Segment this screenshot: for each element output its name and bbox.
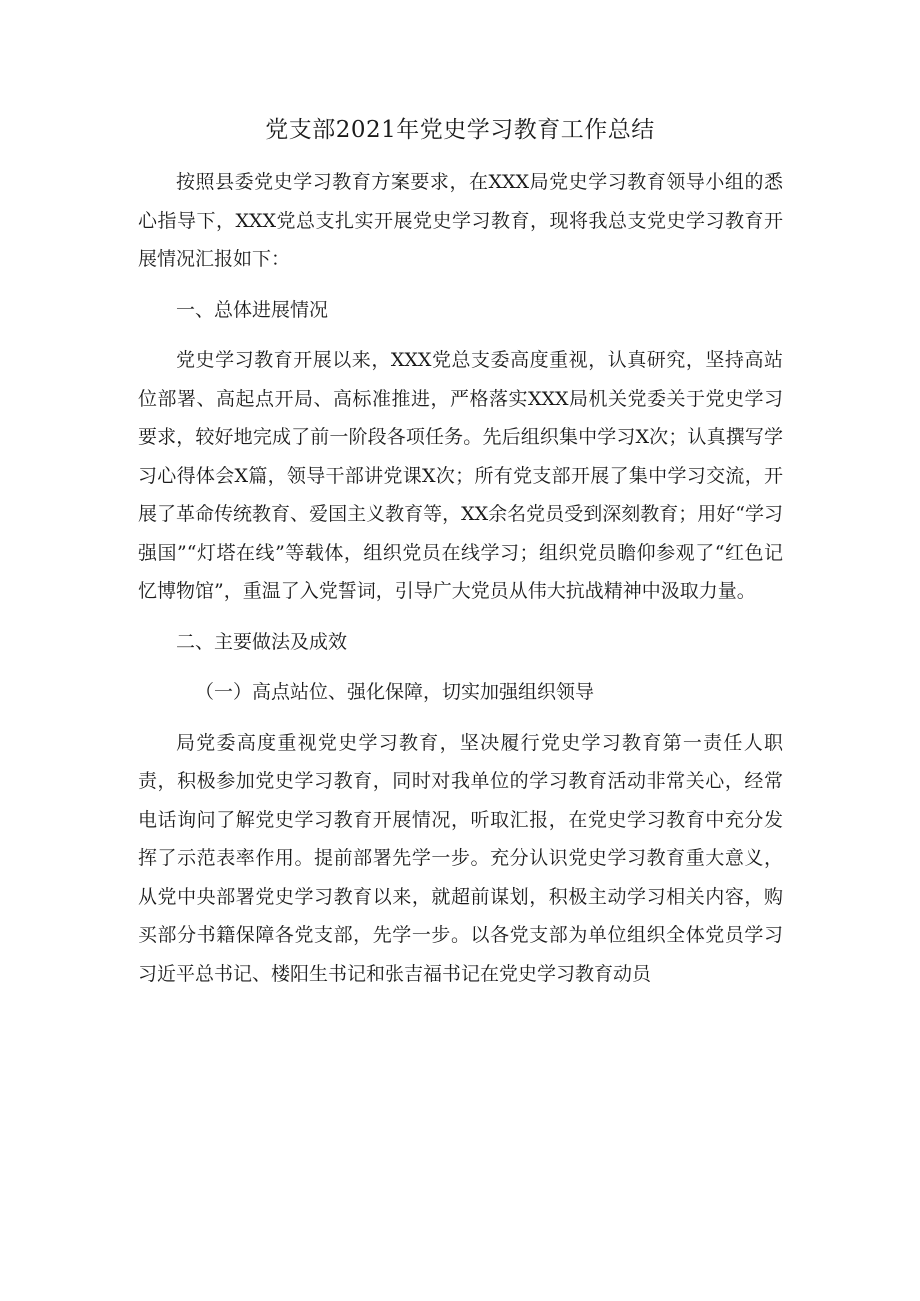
paragraph-gap xyxy=(138,661,783,673)
section1-paragraph: 党史学习教育开展以来，XXX党总支委高度重视，认真研究，坚持高站位部署、高起点开局、高标准推进，严格落实XXX局机关党委关于党史学习要求，较好地完成了前一阶段各项任务。先后组织集中学习X次；认真撰写学习心得体会X篇，领导干部讲党课X次；所有党支部开展了集中学习交流，开展了革命传统教育、爱国主义教育等，XX余名党员受到深刻教育；用好“学习强国”“灯塔在线”等载体，组织党员在线学习；组织党员瞻仰参观了“红色记忆博物馆”，重温了入党誓词，引导广大党员从伟大抗战精神中汲取力量。 xyxy=(138,349,783,602)
paragraph-gap xyxy=(138,712,783,724)
paragraph-gap xyxy=(138,279,783,291)
document-title: 党支部2021年党史学习教育工作总结 xyxy=(265,117,655,143)
document-body xyxy=(138,163,783,993)
intro-paragraph: 按照县委党史学习教育方案要求，在XXX局党史学习教育领导小组的悉心指导下，XXX党总支扎实开展党史学习教育，现将我总支党史学习教育开展情况汇报如下： xyxy=(138,171,783,270)
section2-heading: 二、主要做法及成效 xyxy=(176,630,348,653)
paragraph-gap xyxy=(138,611,783,623)
section1-heading: 一、总体进展情况 xyxy=(176,298,329,321)
section2-sub1-heading: （一）高点站位、强化保障，切实加强组织领导 xyxy=(195,681,595,703)
paragraph-gap xyxy=(138,329,783,341)
section2-sub1-paragraph: 局党委高度重视党史学习教育，坚决履行党史学习教育第一责任人职责，积极参加党史学习教育，同时对我单位的学习教育活动非常关心，经常电话询问了解党史学习教育开展情况，听取汇报，在党史学习教育中充分发挥了示范表率作用。提前部署先学一步。充分认识党史学习教育重大意义，从党中央部署党史学习教育以来，就超前谋划，积极主动学习相关内容，购买部分书籍保障各党支部，先学一步。以各党支部为单位组织全体党员学习习近平总书记、楼阳生书记和张吉福书记在党史学习教育动员 xyxy=(138,731,783,985)
